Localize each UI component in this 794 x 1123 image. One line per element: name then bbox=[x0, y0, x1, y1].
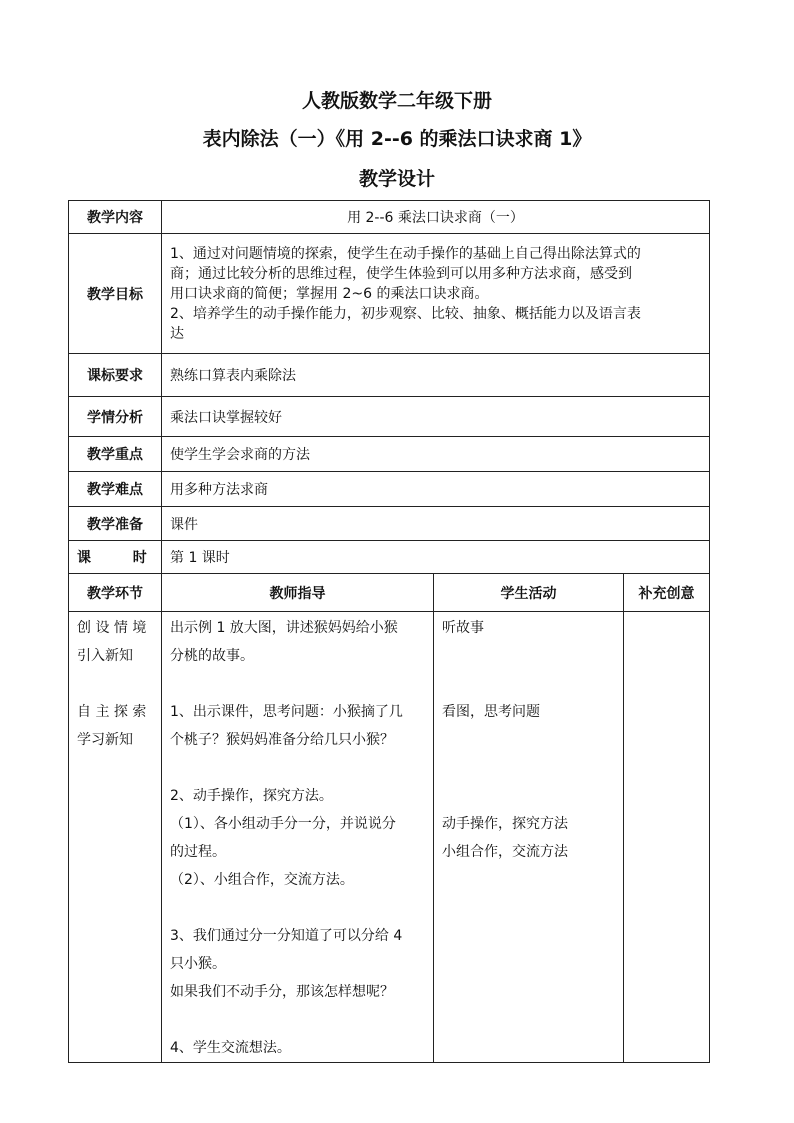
row-preparation bbox=[69, 507, 710, 541]
label-difficulty: 教学难点 bbox=[69, 472, 162, 507]
teacher-line: （1）、各小组动手分一分，并说说分 bbox=[170, 816, 396, 832]
teacher-line: 1、出示课件，思考问题：小猴摘了几 bbox=[170, 704, 403, 720]
stage-1-line-1: 创 设 情 境 bbox=[77, 620, 147, 636]
label-curriculum-standard: 课标要求 bbox=[69, 354, 162, 397]
teacher-line: 4、学生交流想法。 bbox=[170, 1040, 291, 1056]
document-header bbox=[0, 84, 794, 194]
label-key-point: 教学重点 bbox=[69, 437, 162, 472]
row-difficulty bbox=[69, 472, 710, 507]
student-activity-1: 听故事 bbox=[442, 620, 484, 636]
row-column-headers bbox=[69, 574, 710, 612]
lesson-plan-table bbox=[68, 200, 710, 1063]
teacher-line: 2、动手操作，探究方法。 bbox=[170, 788, 333, 804]
cell-supplementary bbox=[624, 612, 710, 1063]
value-teaching-content: 用 2--6 乘法口诀求商（一） bbox=[162, 201, 710, 234]
goal-line: 1、通过对问题情境的探索，使学生在动手操作的基础上自己得出除法算式的 bbox=[170, 245, 641, 262]
teacher-line: 分桃的故事。 bbox=[170, 648, 254, 664]
header-teaching-stage: 教学环节 bbox=[69, 574, 162, 612]
textbook-title: 人教版数学二年级下册 bbox=[301, 90, 492, 112]
stage-2-line-1: 自 主 探 索 bbox=[77, 704, 147, 720]
row-key-point bbox=[69, 437, 710, 472]
document-type-title: 教学设计 bbox=[358, 168, 435, 190]
cell-stages bbox=[69, 612, 162, 1063]
goal-line: 达 bbox=[170, 325, 184, 342]
goal-line: 用口诀求商的简便；掌握用 2~6 的乘法口诀求商。 bbox=[170, 285, 489, 302]
teacher-line: 的过程。 bbox=[170, 844, 226, 860]
value-student-analysis: 乘法口诀掌握较好 bbox=[162, 397, 710, 437]
stage-2-line-2: 学习新知 bbox=[77, 732, 133, 748]
cell-teacher-guidance bbox=[162, 612, 434, 1063]
teacher-line: 3、我们通过分一分知道了可以分给 4 bbox=[170, 928, 403, 944]
label-teaching-goals: 教学目标 bbox=[69, 234, 162, 354]
teacher-line: 如果我们不动手分，那该怎样想呢？ bbox=[170, 984, 394, 1000]
row-student-analysis bbox=[69, 397, 710, 437]
label-student-analysis: 学情分析 bbox=[69, 397, 162, 437]
row-class-period bbox=[69, 541, 710, 574]
value-class-period: 第 1 课时 bbox=[162, 541, 710, 574]
value-difficulty: 用多种方法求商 bbox=[162, 472, 710, 507]
header-supplementary: 补充创意 bbox=[624, 574, 710, 612]
teacher-line: 出示例 1 放大图，讲述猴妈妈给小猴 bbox=[170, 620, 398, 636]
row-teaching-process bbox=[69, 612, 710, 1063]
teacher-line: 只小猴。 bbox=[170, 956, 226, 972]
label-preparation: 教学准备 bbox=[69, 507, 162, 541]
stage-1-line-2: 引入新知 bbox=[77, 648, 133, 664]
header-teacher-guidance: 教师指导 bbox=[162, 574, 434, 612]
goal-line: 商；通过比较分析的思维过程，使学生体验到可以用多种方法求商，感受到 bbox=[170, 265, 632, 282]
label-class-period bbox=[69, 541, 162, 574]
row-teaching-goals bbox=[69, 234, 710, 354]
goal-line: 2、培养学生的动手操作能力，初步观察、比较、抽象、概括能力以及语言表 bbox=[170, 305, 641, 322]
value-key-point: 使学生学会求商的方法 bbox=[162, 437, 710, 472]
value-preparation: 课件 bbox=[162, 507, 710, 541]
lesson-title: 表内除法（一）《用 2--6 的乘法口诀求商 1》 bbox=[202, 128, 592, 150]
row-curriculum-standard bbox=[69, 354, 710, 397]
row-teaching-content bbox=[69, 201, 710, 234]
teacher-line: 个桃子？猴妈妈准备分给几只小猴？ bbox=[170, 732, 394, 748]
student-activity-3: 动手操作，探究方法 bbox=[442, 816, 568, 832]
header-student-activity: 学生活动 bbox=[434, 574, 624, 612]
student-activity-2: 看图，思考问题 bbox=[442, 704, 540, 720]
label-teaching-content: 教学内容 bbox=[69, 201, 162, 234]
cell-student-activity bbox=[434, 612, 624, 1063]
label-class-period-a: 课 bbox=[77, 550, 91, 566]
teacher-line: （2）、小组合作，交流方法。 bbox=[170, 872, 354, 888]
student-activity-4: 小组合作，交流方法 bbox=[442, 844, 568, 860]
label-class-period-b: 时 bbox=[132, 550, 147, 566]
value-curriculum-standard: 熟练口算表内乘除法 bbox=[162, 354, 710, 397]
value-teaching-goals bbox=[162, 234, 710, 354]
